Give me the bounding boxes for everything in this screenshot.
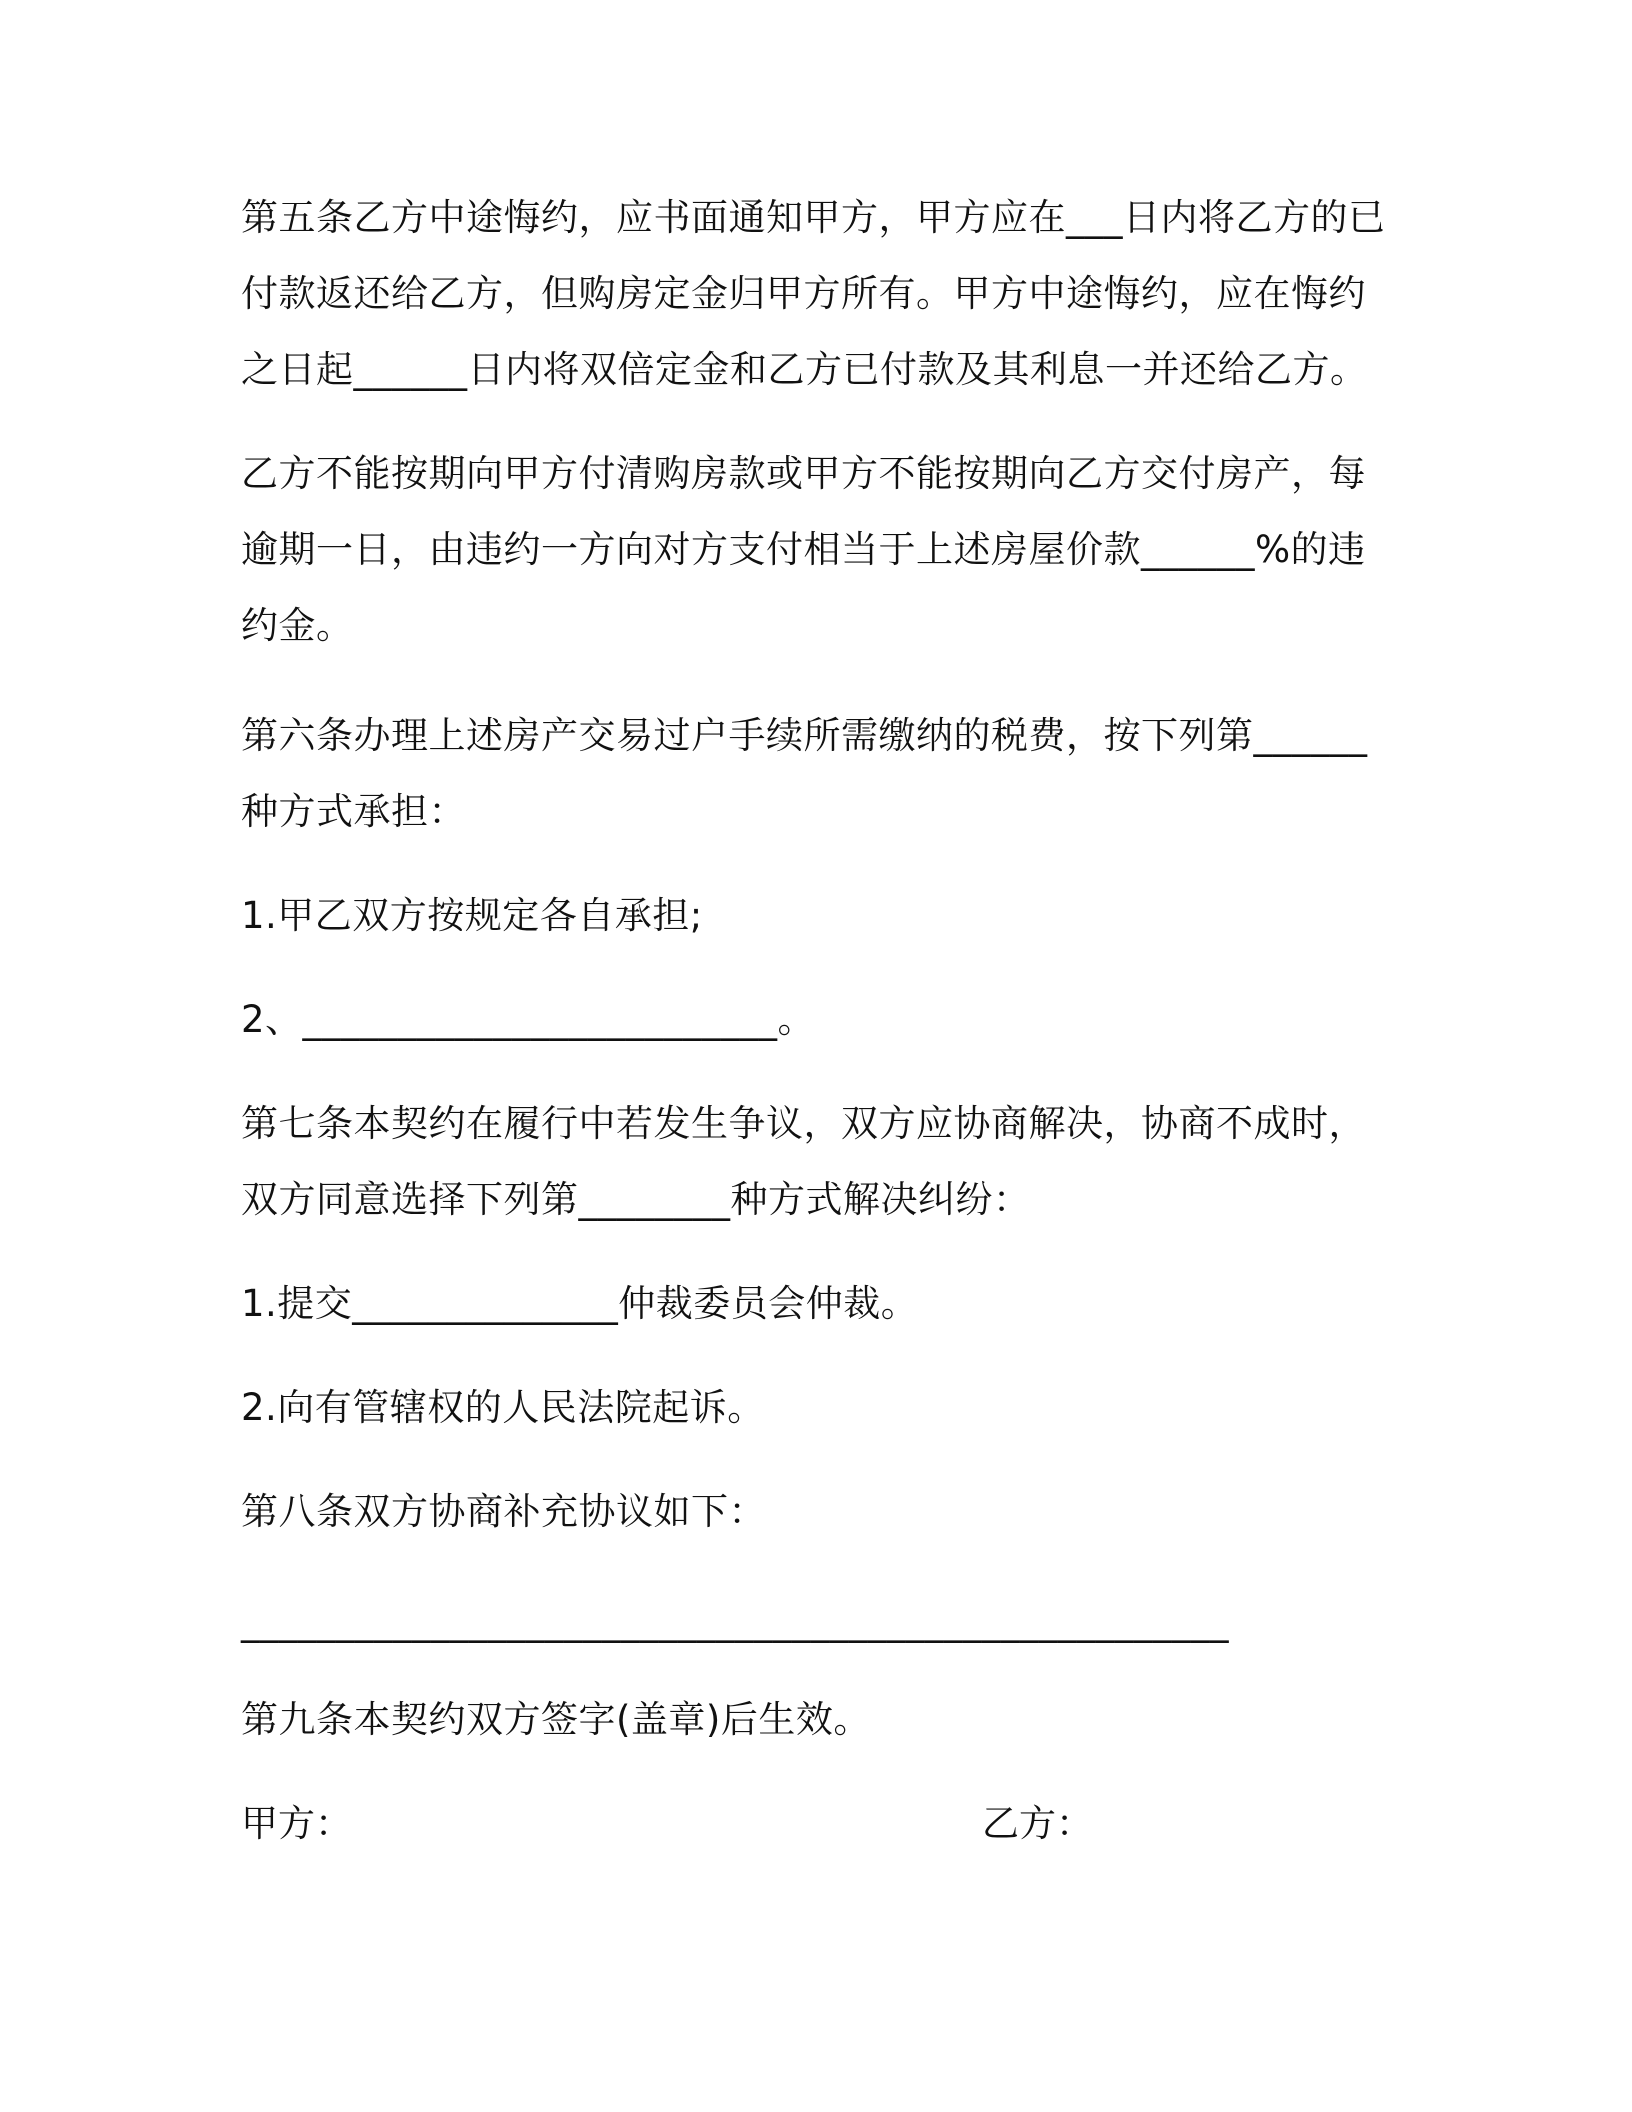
penalty-line2: 逾期一日，由违约一方向对方支付相当于上述房屋价款______%的违	[241, 528, 1366, 571]
article9-line1: 第九条本契约双方签字(盖章)后生效。	[241, 1698, 871, 1741]
article8-blank: ____________________________________________________	[241, 1600, 1229, 1643]
penalty-line3: 约金。	[241, 604, 354, 647]
article6-option2: 2、_________________________。	[241, 998, 816, 1041]
article6-line1: 第六条办理上述房产交易过户手续所需缴纳的税费，按下列第______	[241, 714, 1368, 757]
article8-line1: 第八条双方协商补充协议如下：	[241, 1490, 766, 1533]
article7-line2: 双方同意选择下列第________种方式解决纠纷：	[241, 1178, 1031, 1221]
party-b-label: 乙方：	[982, 1802, 1093, 1845]
article6-option1: 1.甲乙双方按规定各自承担;	[241, 894, 703, 937]
article6-line2: 种方式承担：	[241, 790, 466, 833]
article7-option1: 1.提交______________仲裁委员会仲裁。	[241, 1282, 919, 1325]
article5-line3: 之日起______日内将双倍定金和乙方已付款及其利息一并还给乙方。	[241, 348, 1368, 391]
party-a-label: 甲方：	[241, 1802, 352, 1845]
article5-line1: 第五条乙方中途悔约，应书面通知甲方，甲方应在___日内将乙方的已	[241, 196, 1386, 239]
penalty-line1: 乙方不能按期向甲方付清购房款或甲方不能按期向乙方交付房产，每	[241, 452, 1366, 495]
article5-line2: 付款返还给乙方，但购房定金归甲方所有。甲方中途悔约，应在悔约	[241, 272, 1366, 315]
article7-line1: 第七条本契约在履行中若发生争议，双方应协商解决，协商不成时，	[241, 1102, 1366, 1145]
article7-option2: 2.向有管辖权的人民法院起诉。	[241, 1386, 765, 1429]
